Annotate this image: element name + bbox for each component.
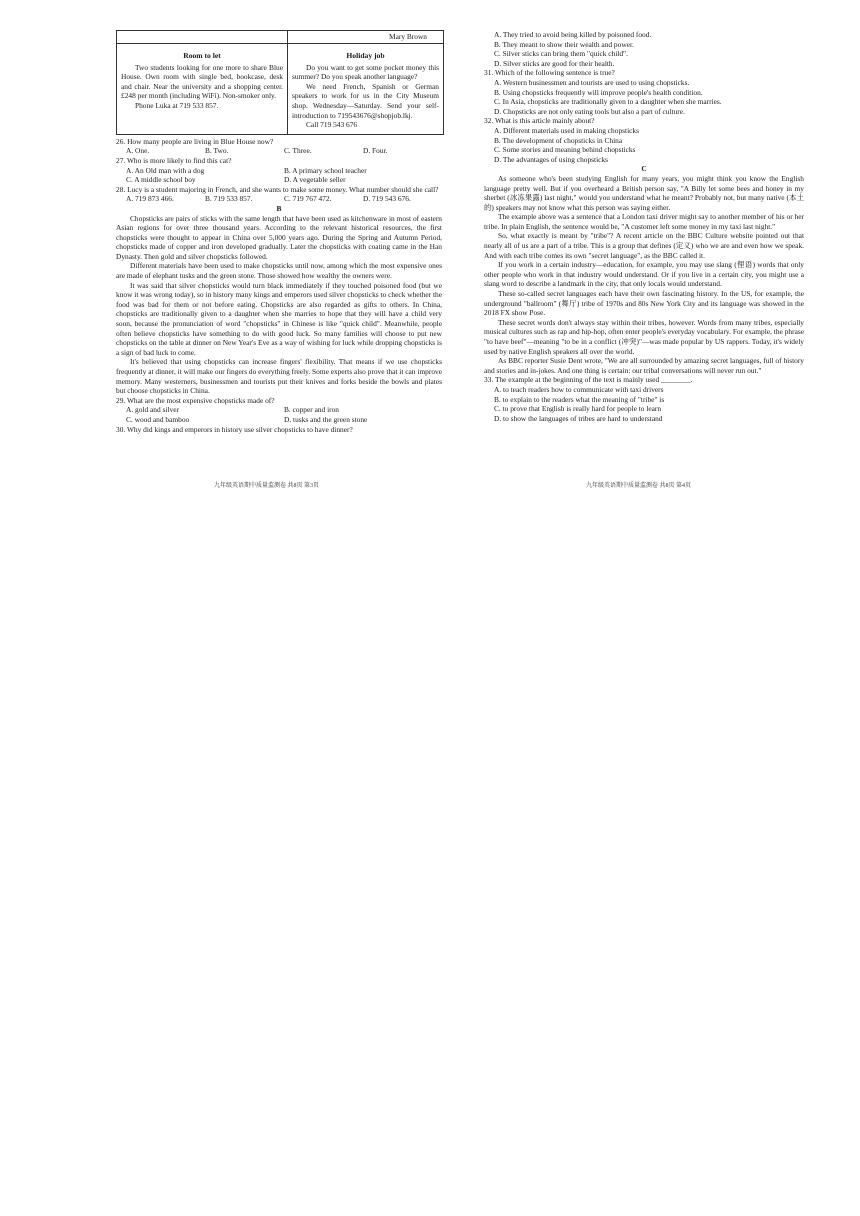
option-c: C. wood and bamboo bbox=[126, 414, 190, 424]
room-ad-title: Room to let bbox=[183, 51, 221, 60]
passage-b-paragraph: Different materials have been used to make chopsticks until now, among which the most expensive ones are made of elephant tusks and the green stone. Those showed how wealthy the owners were. bbox=[116, 261, 442, 281]
option-d: D. Chopsticks are not only eating tools but also a part of culture. bbox=[494, 106, 685, 116]
passage-c-paragraph: These secret words don't always stay within their tribes, however. Words from many tribes, especially musical cultures such as rap and hip-hop, often enter people's everyday vocabulary. For example, the phrase "to have beef"—meaning "to be in a conflict (冲突)"—was made popular by US rappers. Today, it's widely used by native English speakers all over the world. bbox=[484, 317, 804, 356]
option-c: C. Silver sticks can bring them "quick child". bbox=[494, 49, 628, 59]
job-ad-title: Holiday job bbox=[346, 51, 385, 60]
option-a: A. 719 873 466. bbox=[126, 194, 174, 204]
question-31: 31. Which of the following sentence is true? bbox=[484, 68, 615, 78]
passage-b-paragraph: It's believed that using chopsticks can increase fingers' flexibility. That means if we use chopsticks frequently at dinner, it will make our fingers do everything freely. Some experts also prove that it can improve memory. Many westerners, businessmen and tourists put their knives and forks beside the bowls and plates but choose chopsticks in China. bbox=[116, 357, 442, 396]
option-c: C. Three. bbox=[284, 146, 312, 156]
option-d: D. tusks and the green stone bbox=[284, 414, 368, 424]
option-a: A. An Old man with a dog bbox=[126, 165, 205, 175]
option-a: A. Different materials used in making chopsticks bbox=[494, 125, 639, 135]
section-c-heading: C bbox=[641, 164, 647, 174]
passage-c-paragraph: The example above was a sentence that a London taxi driver might say to another member of his or her tribe. In plain English, the sentence would be, "A customer left some money in my taxi last night." bbox=[484, 212, 804, 231]
left-page-footer: 九年级英语期中质量监测卷 共8页 第3页 bbox=[214, 483, 320, 489]
option-a: A. One. bbox=[126, 146, 150, 156]
question-27-options bbox=[126, 166, 442, 185]
option-d: D. 719 543 676. bbox=[363, 194, 411, 204]
option-d: D. A vegetable seller bbox=[284, 175, 346, 185]
option-b: B. Using chopsticks frequently will improve people's health condition. bbox=[494, 87, 703, 97]
question-32: 32. What is this article mainly about? bbox=[484, 116, 595, 126]
option-b: B. A primary school teacher bbox=[284, 165, 367, 175]
question-29-options bbox=[126, 405, 442, 424]
room-to-let-ad bbox=[117, 44, 288, 134]
room-ad-phone: Phone Luka at 719 533 857. bbox=[135, 100, 219, 110]
option-b: B. They meant to show their wealth and power. bbox=[494, 39, 634, 49]
option-b: B. to explain to the readers what the meaning of "tribe" is bbox=[494, 394, 665, 404]
job-ad-text-2: We need French, Spanish or German speakers to work for us in the City Museum shop. Wednesday—Saturday. Send your self-introduction to 719543676@shopjob.lkj. bbox=[292, 81, 439, 120]
ads-header bbox=[117, 31, 443, 44]
question-27: 27. Who is more likely to find this cat? bbox=[116, 155, 232, 165]
question-31-options bbox=[494, 78, 804, 116]
section-b-heading: B bbox=[276, 203, 282, 213]
job-ad-text-1: Do you want to get some pocket money this summer? Do you speak another language? bbox=[292, 62, 439, 82]
option-c: C. A middle school boy bbox=[126, 175, 196, 185]
question-30: 30. Why did kings and emperors in history use silver chopsticks to have dinner? bbox=[116, 424, 353, 434]
passage-b-paragraph: Chopsticks are pairs of sticks with the same length that have been used as kitchenware in most of eastern Asian regions for over three thousand years. According to the relevant historical resources, the first chopsticks were thought to appear in China over 5,000 years ago. During the Spring and Autumn Period, chopsticks made of copper and iron developed gradually. Later the chopsticks with coating came in the Han Dynasty. Then gold and silver chopsticks followed. bbox=[116, 213, 442, 261]
holiday-job-ad bbox=[288, 44, 443, 134]
room-ad-text: Two students looking for one more to share Blue House. Own room with single bed, bookcase, desk and chair. Near the university and a shopping center. £248 per month (including WiFi). Non-smoker only. bbox=[121, 62, 283, 101]
option-a: A. gold and silver bbox=[126, 405, 179, 415]
question-28: 28. Lucy is a student majoring in French, and she wants to make some money. What number should she call? bbox=[116, 184, 439, 194]
option-a: A. to teach readers how to communicate with taxi drivers bbox=[494, 384, 664, 394]
left-page bbox=[116, 30, 442, 434]
ad-owner-name: Mary Brown bbox=[389, 32, 427, 41]
right-page-footer: 九年级英语期中质量监测卷 共8页 第4页 bbox=[586, 483, 692, 489]
passage-c-paragraph: These so-called secret languages each have their own fascinating history. In the US, for example, the underground "ballroom" (舞厅) tribe of 1970s and 80s New York City and its language was showed in the 2018 FX show Pose. bbox=[484, 289, 804, 318]
question-33: 33. The example at the beginning of the text is mainly used ________. bbox=[484, 375, 693, 385]
option-a: A. They tried to avoid being killed by poisoned food. bbox=[494, 30, 652, 39]
option-b: B. Two. bbox=[205, 146, 229, 156]
passage-c-paragraph: As someone who's been studying English for many years, you might think you know the English language pretty well. But if you overheard a British person say, "A Billy let some bees and honey in my sherbet (冰冻果露) last night," would you understand what he meant? Probably not, but many native (本土的) speakers may not know what this person was saying either. bbox=[484, 173, 804, 212]
ads-table bbox=[116, 30, 444, 135]
option-d: D. Four. bbox=[363, 146, 388, 156]
passage-c-paragraph: As BBC reporter Susie Dent wrote, "We are all surrounded by amazing secret languages, full of history and stories and in-jokes. And one thing is certain: our tribal conversations will never run out." bbox=[484, 356, 804, 375]
question-29: 29. What are the most expensive chopsticks made of? bbox=[116, 395, 275, 405]
option-c: C. In Asia, chopsticks are traditionally given to a daughter when she marries. bbox=[494, 97, 722, 107]
option-c: C. 719 767 472. bbox=[284, 194, 332, 204]
passage-b-paragraph: It was said that silver chopsticks would turn black immediately if they touched poisoned food (but we know it was wrong today), so in history many kings and emperors used silver chopsticks to check whether the food was bad for them or not before eating. Chopsticks are also regarded as gifts to others. In China, chopsticks are traditionally given to a daughter when she marries to hope that they will have a child very soon, because the pronunciation of word "chopsticks" in Chinese is like "quick child". Meanwhile, people often believe chopsticks have something to do with good luck. So many families will choose to put new chopsticks on the table at dinner on New Year's Eve as a way of wishing for luck while dropping chopsticks is a sign of bad luck to come. bbox=[116, 280, 442, 357]
right-page bbox=[484, 30, 804, 423]
passage-c-paragraph: So, what exactly is meant by "tribe"? A recent article on the BBC Culture website pointed out that nearly all of us are a part of a tribe. This is a group that defines (定义) who we are and even how we speak. And with each tribe comes its own "secret language", as the BBC called it. bbox=[484, 231, 804, 260]
question-30-options bbox=[494, 30, 804, 68]
question-33-options bbox=[494, 385, 804, 423]
option-d: D. to show the languages of tribes are hard to understand bbox=[494, 413, 663, 423]
option-b: B. copper and iron bbox=[284, 405, 340, 415]
job-ad-phone: Call 719 543 676 bbox=[306, 120, 358, 130]
option-b: B. The development of chopsticks in China bbox=[494, 135, 623, 145]
question-28-options bbox=[126, 194, 442, 204]
option-b: B. 719 533 857. bbox=[205, 194, 253, 204]
question-32-options bbox=[494, 126, 804, 164]
option-c: C. to prove that English is really hard for people to learn bbox=[494, 404, 662, 414]
question-26-options bbox=[126, 146, 442, 156]
option-d: D. The advantages of using chopsticks bbox=[494, 154, 608, 164]
option-a: A. Western businessmen and tourists are used to using chopsticks. bbox=[494, 77, 690, 87]
question-26: 26. How many people are living in Blue House now? bbox=[116, 136, 274, 146]
ads-body bbox=[117, 44, 443, 134]
passage-c-paragraph: If you work in a certain industry—education, for example, you may use slang (俚语) words that only other people who work in that industry would understand. Or if you live in a certain city, you might use a slang word to describe a landmark in the city, that only locals would understand. bbox=[484, 260, 804, 289]
option-c: C. Some stories and meaning behind chopsticks bbox=[494, 145, 636, 155]
option-d: D. Silver sticks are good for their health. bbox=[494, 58, 615, 68]
ads-divider bbox=[287, 31, 288, 43]
